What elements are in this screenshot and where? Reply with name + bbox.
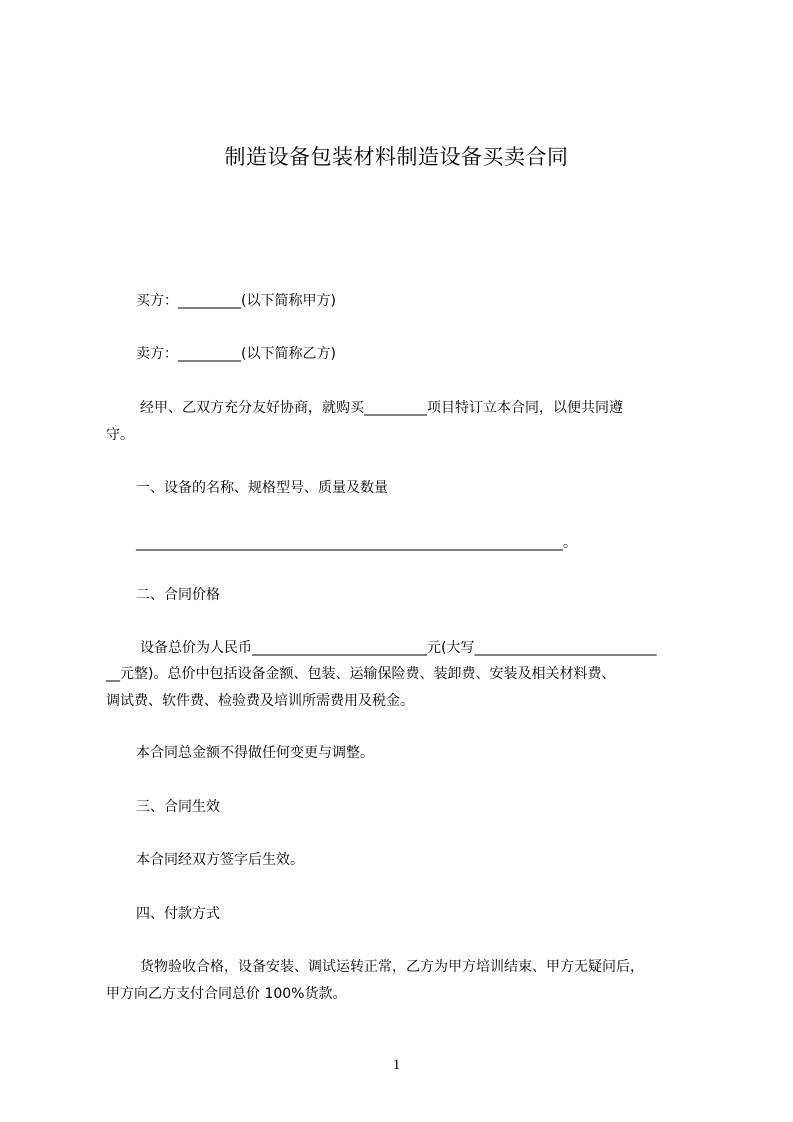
- section-1-heading: 一、设备的名称、规格型号、质量及数量: [136, 480, 388, 496]
- section-3-text: 本合同经双方签字后生效。: [136, 852, 304, 868]
- price-line-2: __元整)。总价中包括设备金额、包装、运输保险费、装卸费、安装及相关材料费、: [106, 666, 616, 682]
- payment-line-2: 甲方向乙方支付合同总价 100%货款。: [106, 986, 347, 1002]
- buyer-line: 买方：_________(以下简称甲方): [136, 293, 336, 309]
- seller-line: 卖方：_________(以下简称乙方): [136, 346, 336, 362]
- payment-line-1: 货物验收合格，设备安装、调试运转正常，乙方为甲方培训结束、甲方无疑问后，: [140, 959, 644, 975]
- price-line-1: 设备总价为人民币_________________________元(大写__________________________: [140, 640, 657, 656]
- section-3-heading: 三、合同生效: [136, 799, 220, 815]
- document-title: 制造设备包装材料制造设备买卖合同: [224, 145, 569, 169]
- section-1-blank-line: _____________________________________________________________。: [136, 535, 577, 551]
- intro-line-2: 守。: [106, 427, 134, 443]
- section-4-heading: 四、付款方式: [136, 906, 220, 922]
- price-note: 本合同总金额不得做任何变更与调整。: [136, 745, 374, 761]
- page-number: 1: [392, 1057, 401, 1073]
- section-2-heading: 二、合同价格: [136, 587, 220, 603]
- intro-line-1: 经甲、乙双方充分友好协商，就购买_________项目特订立本合同，以便共同遵: [140, 400, 623, 416]
- price-line-3: 调试费、软件费、检验费及培训所需费用及税金。: [106, 693, 414, 709]
